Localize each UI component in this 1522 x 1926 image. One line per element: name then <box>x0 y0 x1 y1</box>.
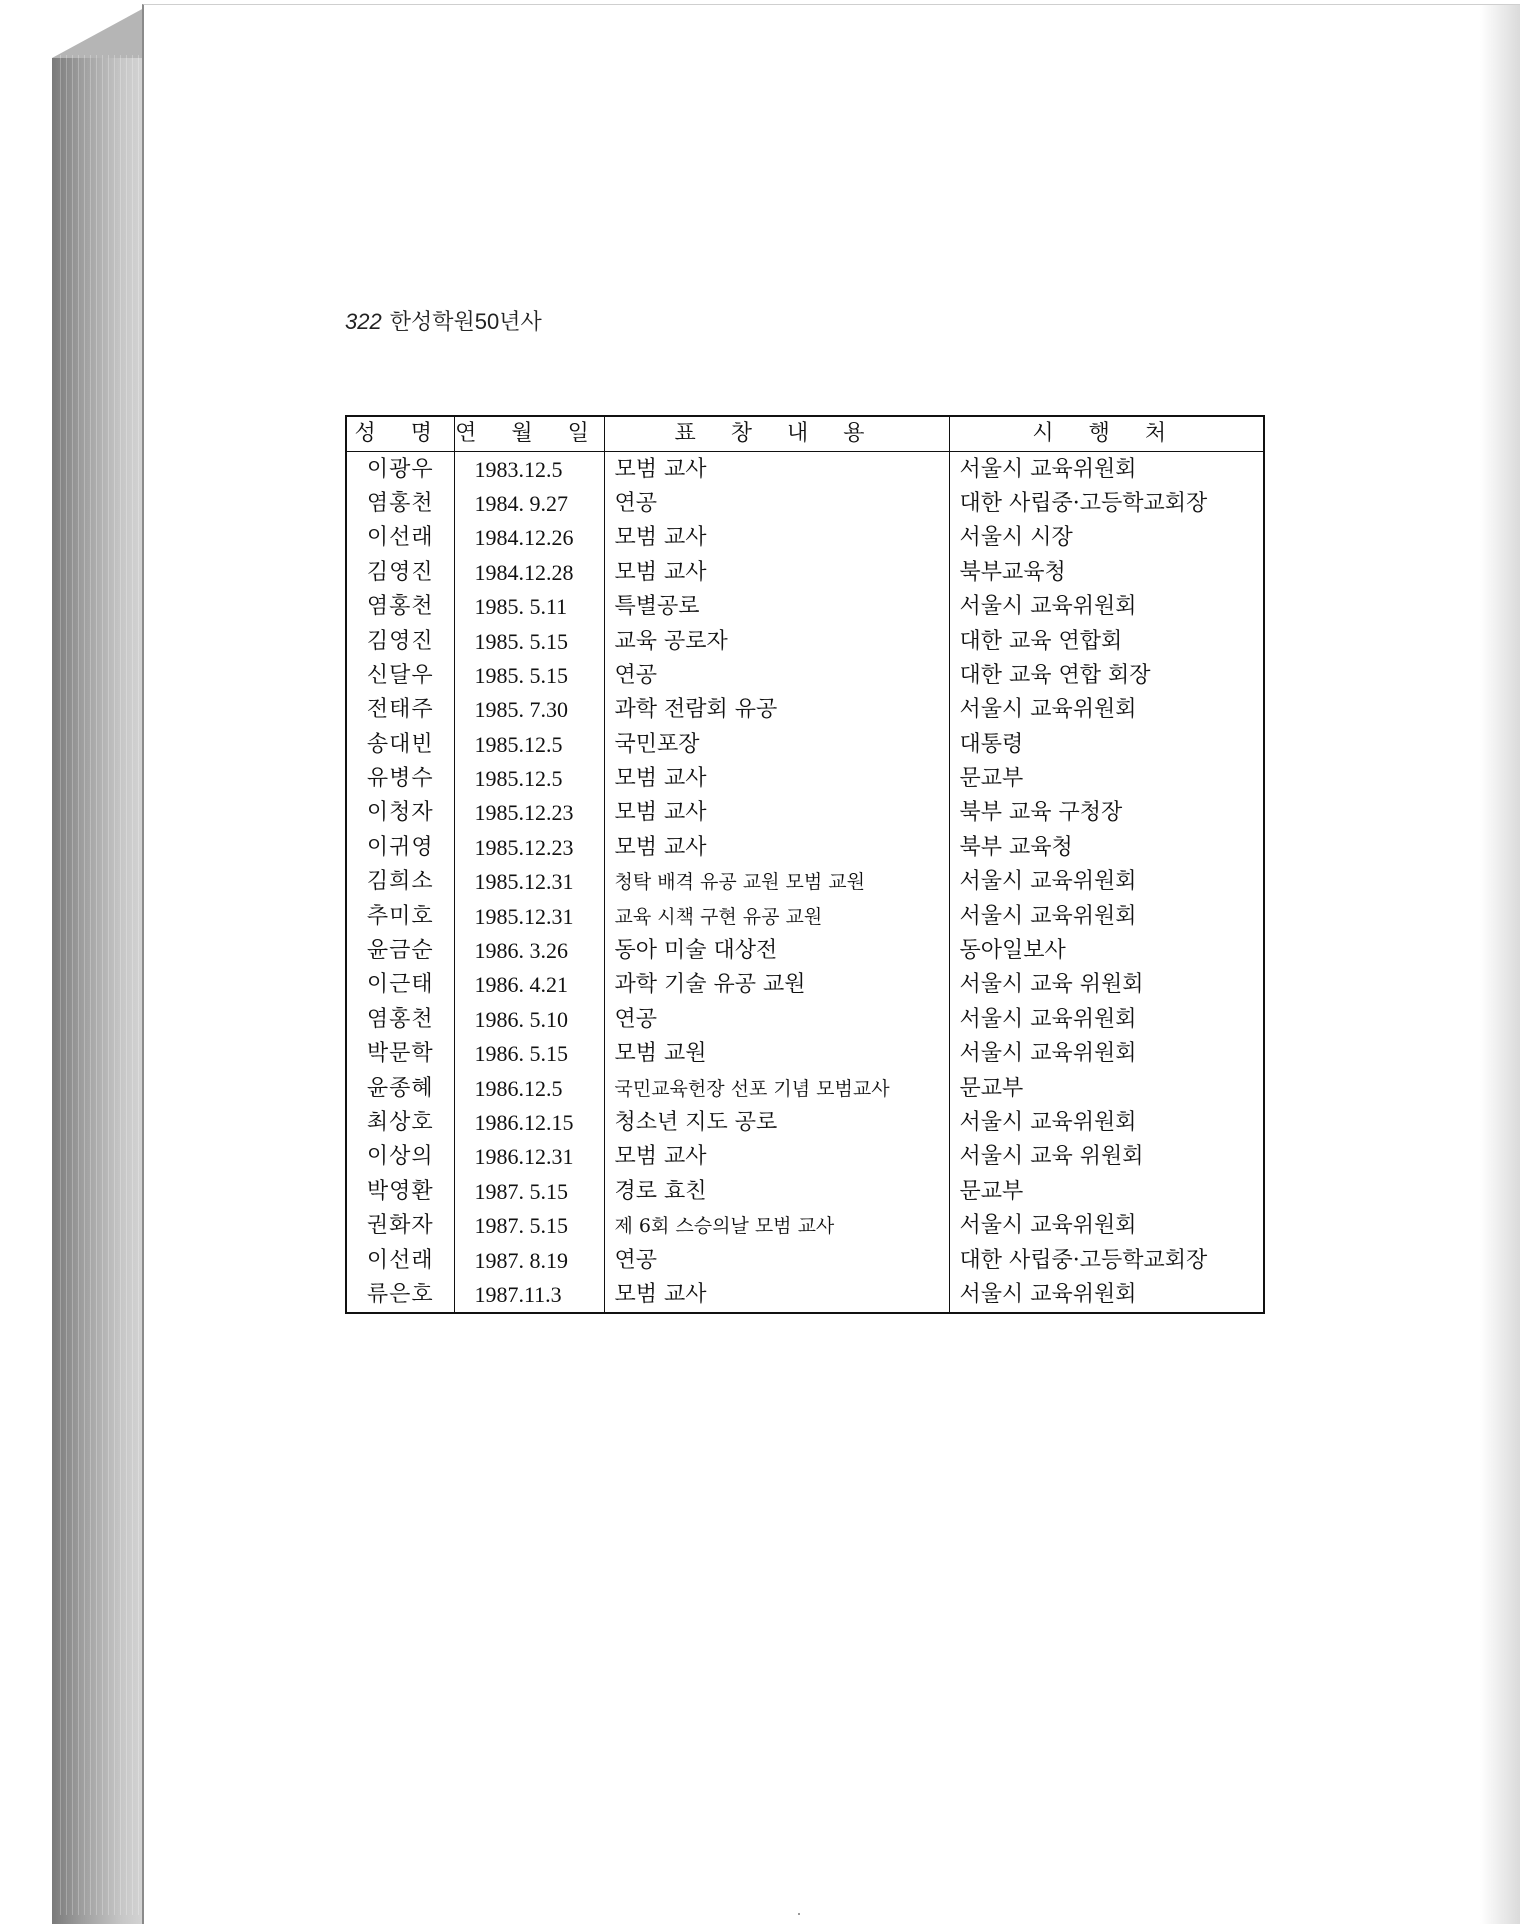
cell-content: 연공 <box>604 487 949 521</box>
cell-org: 북부교육청 <box>949 556 1264 590</box>
cell-date: 1986. 5.10 <box>454 1003 604 1037</box>
book-edge-top-corner <box>52 8 144 58</box>
cell-date: 1986. 4.21 <box>454 968 604 1002</box>
cell-org: 서울시 교육위원회 <box>949 1209 1264 1243</box>
cell-content: 과학 전람회 유공 <box>604 693 949 727</box>
cell-content: 교육 시책 구현 유공 교원 <box>604 899 949 933</box>
cell-date: 1986.12.5 <box>454 1071 604 1105</box>
cell-name: 이선래 <box>346 521 454 555</box>
cell-name: 윤종혜 <box>346 1071 454 1105</box>
cell-content: 모범 교사 <box>604 521 949 555</box>
table-row <box>346 865 1264 899</box>
cell-content: 경로 효친 <box>604 1175 949 1209</box>
cell-content: 연공 <box>604 659 949 693</box>
cell-name: 이청자 <box>346 796 454 830</box>
table-row <box>346 659 1264 693</box>
cell-date: 1985.12.31 <box>454 899 604 933</box>
cell-date: 1985. 5.15 <box>454 624 604 658</box>
table-row <box>346 1243 1264 1277</box>
table-row <box>346 831 1264 865</box>
cell-content: 모범 교사 <box>604 556 949 590</box>
table-row <box>346 1175 1264 1209</box>
cell-date: 1985.12.23 <box>454 831 604 865</box>
cell-name: 권화자 <box>346 1209 454 1243</box>
cell-date: 1985.12.23 <box>454 796 604 830</box>
cell-name: 이귀영 <box>346 831 454 865</box>
cell-org: 서울시 교육위원회 <box>949 1278 1264 1313</box>
cell-date: 1987. 5.15 <box>454 1209 604 1243</box>
table-row <box>346 1209 1264 1243</box>
cell-org: 서울시 교육위원회 <box>949 865 1264 899</box>
cell-org: 서울시 교육위원회 <box>949 693 1264 727</box>
table-row <box>346 1003 1264 1037</box>
cell-name: 신달우 <box>346 659 454 693</box>
table-row <box>346 1140 1264 1174</box>
cell-name: 이상의 <box>346 1140 454 1174</box>
table-row <box>346 487 1264 521</box>
cell-name: 최상호 <box>346 1106 454 1140</box>
cell-org: 서울시 교육위원회 <box>949 590 1264 624</box>
table-row <box>346 934 1264 968</box>
table-row <box>346 452 1264 487</box>
cell-content: 모범 교사 <box>604 762 949 796</box>
cell-date: 1985. 7.30 <box>454 693 604 727</box>
cell-content: 모범 교원 <box>604 1037 949 1071</box>
awards-table-header <box>346 416 1264 452</box>
book-edge-page-lines <box>60 55 140 1915</box>
cell-org: 서울시 교육 위원회 <box>949 1140 1264 1174</box>
header-org: 시 행 처 <box>949 416 1264 452</box>
header-content: 표 창 내 용 <box>604 416 949 452</box>
cell-content: 과학 기술 유공 교원 <box>604 968 949 1002</box>
table-row <box>346 693 1264 727</box>
table-row <box>346 1071 1264 1105</box>
cell-name: 박문학 <box>346 1037 454 1071</box>
book-title: 한성학원50년사 <box>389 309 542 334</box>
table-row <box>346 762 1264 796</box>
cell-name: 송대빈 <box>346 728 454 762</box>
table-row <box>346 796 1264 830</box>
cell-name: 유병수 <box>346 762 454 796</box>
page-right-shadow <box>1480 5 1520 1924</box>
cell-org: 대한 사립중·고등학교회장 <box>949 1243 1264 1277</box>
cell-content: 모범 교사 <box>604 831 949 865</box>
table-row <box>346 624 1264 658</box>
awards-table <box>345 415 1265 1314</box>
cell-name: 염홍천 <box>346 590 454 624</box>
cell-date: 1986. 3.26 <box>454 934 604 968</box>
table-row <box>346 968 1264 1002</box>
cell-date: 1985.12.31 <box>454 865 604 899</box>
table-row <box>346 899 1264 933</box>
cell-content: 제 6회 스승의날 모범 교사 <box>604 1209 949 1243</box>
cell-name: 윤금순 <box>346 934 454 968</box>
cell-date: 1984. 9.27 <box>454 487 604 521</box>
cell-name: 김희소 <box>346 865 454 899</box>
cell-org: 대한 사립중·고등학교회장 <box>949 487 1264 521</box>
cell-date: 1985. 5.11 <box>454 590 604 624</box>
cell-date: 1986.12.31 <box>454 1140 604 1174</box>
cell-content: 청탁 배격 유공 교원 모범 교원 <box>604 865 949 899</box>
cell-org: 대한 교육 연합회 <box>949 624 1264 658</box>
cell-org: 동아일보사 <box>949 934 1264 968</box>
cell-date: 1985.12.5 <box>454 728 604 762</box>
page-number: 322 <box>345 309 382 334</box>
cell-date: 1984.12.26 <box>454 521 604 555</box>
cell-date: 1987. 5.15 <box>454 1175 604 1209</box>
cell-content: 청소년 지도 공로 <box>604 1106 949 1140</box>
cell-name: 김영진 <box>346 624 454 658</box>
cell-org: 북부 교육청 <box>949 831 1264 865</box>
cell-org: 대한 교육 연합 회장 <box>949 659 1264 693</box>
cell-org: 문교부 <box>949 1175 1264 1209</box>
cell-org: 문교부 <box>949 762 1264 796</box>
cell-org: 북부 교육 구청장 <box>949 796 1264 830</box>
cell-content: 연공 <box>604 1243 949 1277</box>
header-row <box>346 416 1264 452</box>
cell-org: 서울시 교육위원회 <box>949 1037 1264 1071</box>
cell-content: 모범 교사 <box>604 1140 949 1174</box>
cell-content: 교육 공로자 <box>604 624 949 658</box>
cell-date: 1985. 5.15 <box>454 659 604 693</box>
cell-name: 류은호 <box>346 1278 454 1313</box>
cell-date: 1987. 8.19 <box>454 1243 604 1277</box>
cell-org: 서울시 교육 위원회 <box>949 968 1264 1002</box>
running-head <box>345 305 542 336</box>
cell-org: 서울시 교육위원회 <box>949 1106 1264 1140</box>
table-row <box>346 1278 1264 1313</box>
cell-org: 문교부 <box>949 1071 1264 1105</box>
cell-content: 특별공로 <box>604 590 949 624</box>
table-row <box>346 590 1264 624</box>
header-name: 성 명 <box>346 416 454 452</box>
cell-name: 추미호 <box>346 899 454 933</box>
cell-date: 1984.12.28 <box>454 556 604 590</box>
cell-org: 서울시 교육위원회 <box>949 452 1264 487</box>
cell-name: 이근태 <box>346 968 454 1002</box>
scan-speck <box>798 1913 800 1915</box>
cell-content: 모범 교사 <box>604 796 949 830</box>
cell-content: 국민포장 <box>604 728 949 762</box>
table-row <box>346 521 1264 555</box>
cell-content: 연공 <box>604 1003 949 1037</box>
cell-date: 1986.12.15 <box>454 1106 604 1140</box>
cell-org: 서울시 교육위원회 <box>949 1003 1264 1037</box>
table-row <box>346 728 1264 762</box>
cell-name: 염홍천 <box>346 1003 454 1037</box>
cell-org: 서울시 시장 <box>949 521 1264 555</box>
awards-table-body <box>346 452 1264 1313</box>
cell-name: 염홍천 <box>346 487 454 521</box>
header-date: 연 월 일 <box>454 416 604 452</box>
cell-org: 서울시 교육위원회 <box>949 899 1264 933</box>
cell-date: 1983.12.5 <box>454 452 604 487</box>
cell-date: 1987.11.3 <box>454 1278 604 1313</box>
cell-name: 이광우 <box>346 452 454 487</box>
cell-date: 1985.12.5 <box>454 762 604 796</box>
cell-name: 김영진 <box>346 556 454 590</box>
cell-name: 이선래 <box>346 1243 454 1277</box>
cell-name: 전태주 <box>346 693 454 727</box>
cell-org: 대통령 <box>949 728 1264 762</box>
cell-content: 모범 교사 <box>604 1278 949 1313</box>
cell-content: 모범 교사 <box>604 452 949 487</box>
table-row <box>346 1106 1264 1140</box>
table-row <box>346 556 1264 590</box>
cell-date: 1986. 5.15 <box>454 1037 604 1071</box>
cell-content: 동아 미술 대상전 <box>604 934 949 968</box>
cell-content: 국민교육헌장 선포 기념 모범교사 <box>604 1071 949 1105</box>
table-row <box>346 1037 1264 1071</box>
cell-name: 박영환 <box>346 1175 454 1209</box>
